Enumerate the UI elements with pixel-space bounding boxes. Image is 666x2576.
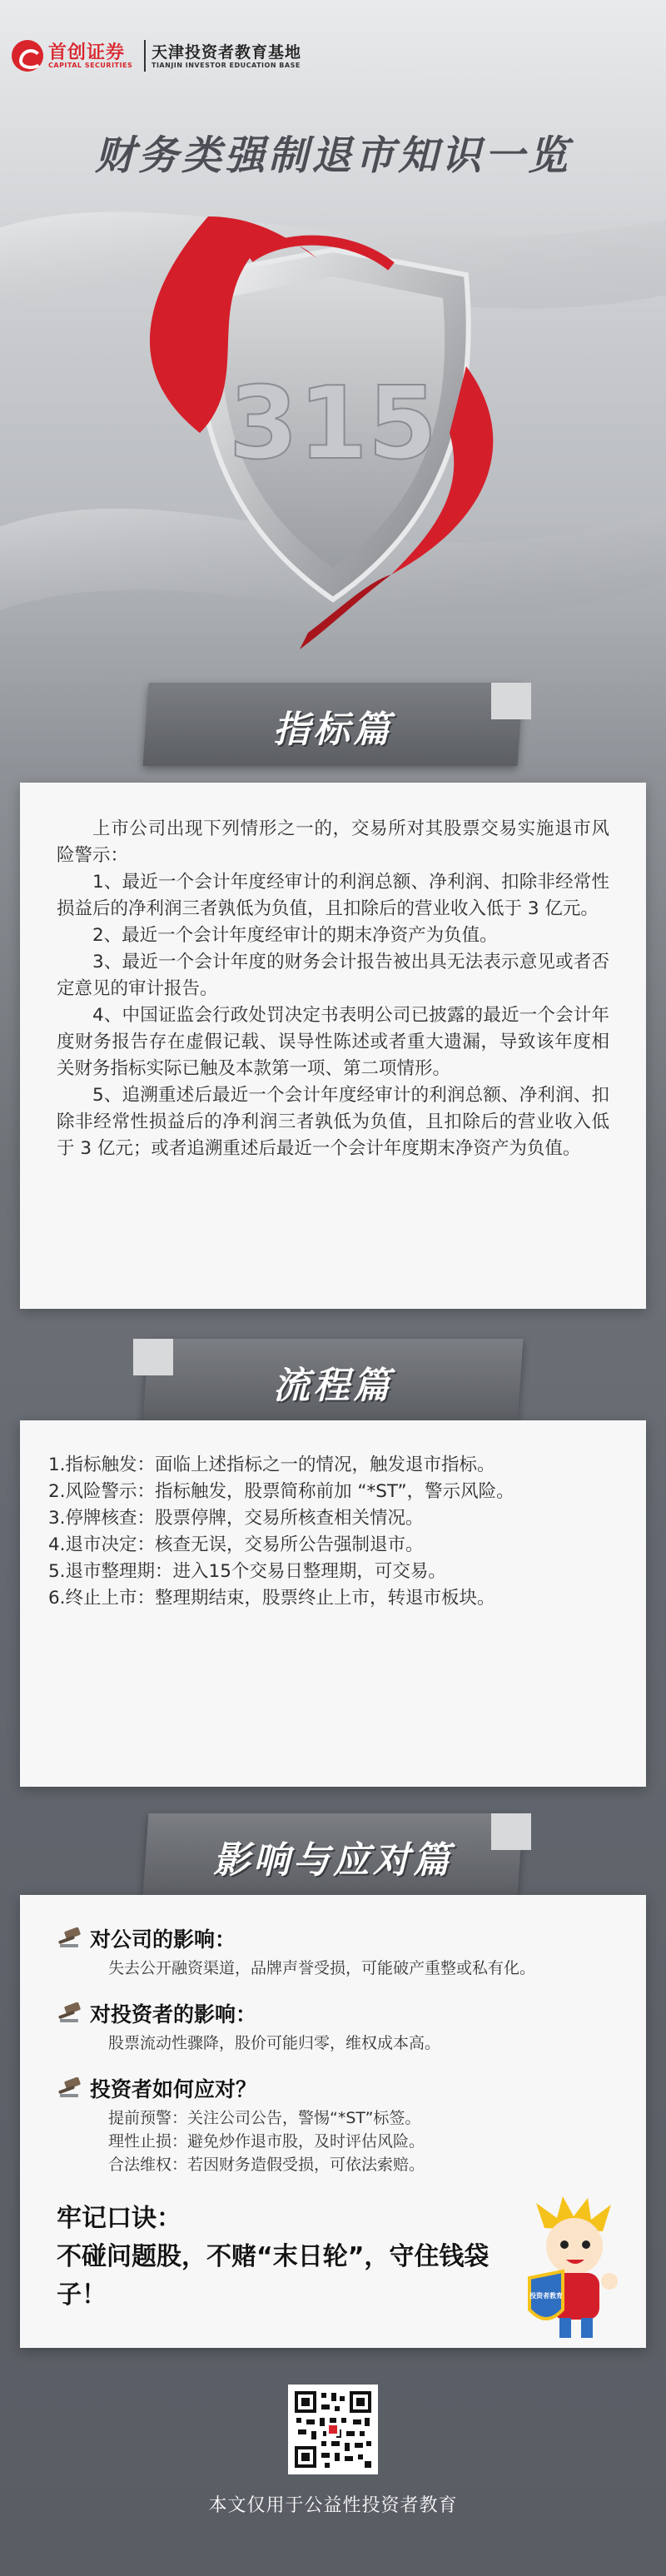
base-name-en: TIANJIN INVESTOR EDUCATION BASE [152, 62, 301, 69]
motto-text: 不碰问题股，不赌“末日轮”，守住钱袋子！ [57, 2242, 490, 2310]
mascot-badge-text: 投资者教育 [529, 2292, 563, 2300]
response-heading [57, 2073, 618, 2103]
section1-item-3: 3、最近一个会计年度的财务会计报告被出具无法表示意见或者否定意见的审计报告。 [57, 952, 609, 999]
capital-securities-logo-icon [12, 40, 43, 72]
gavel-icon [57, 1927, 85, 1949]
flow-step-4: 4.退市决定：核查无误，交易所公告强制退市。 [48, 1534, 424, 1555]
brand-name-cn: 首创证券 [48, 42, 126, 63]
section1-item-1: 1、最近一个会计年度经审计的利润总额、净利润、扣除非经常性损益后的净利润三者孰低为负值，且扣除后的营业收入低于 3 亿元。 [57, 872, 609, 919]
section2-panel [20, 1420, 646, 1787]
section3-title: 影响与应对篇 [213, 1839, 453, 1882]
mascot-icon [511, 2195, 636, 2345]
flow-step-3: 3.停牌核查：股票停牌，交易所核查相关情况。 [48, 1508, 424, 1529]
impact-company-body: 失去公开融资渠道，品牌声誉受损，可能破产重整或私有化。 [108, 1959, 536, 1977]
header [0, 0, 666, 100]
section1-intro: 上市公司出现下列情形之一的，交易所对其股票交易实施退市风险警示： [57, 818, 609, 866]
gavel-icon [57, 2002, 85, 2024]
response-line-3: 合法维权：若因财务造假受损，可依法索赔。 [108, 2156, 425, 2174]
impact-investor-body: 股票流动性骤降，股价可能归零，维权成本高。 [108, 2034, 441, 2052]
shield-icon [0, 183, 666, 683]
base-name-cn: 天津投资者教育基地 [152, 43, 302, 62]
hero-shield-illustration [0, 183, 666, 683]
section1-item-2: 2、最近一个会计年度经审计的期末净资产为负值。 [92, 925, 498, 946]
section1-item-4: 4、中国证监会行政处罚决定书表明公司已披露的最近一个会计年度财务报告存在虚假记载、误导性陈述或者重大遗漏，导致该年度相关财务指标实际已触及本款第一项、第二项情形。 [57, 1005, 609, 1079]
section1-title: 指标篇 [273, 709, 393, 751]
response-heading-text: 投资者如何应对？ [90, 2077, 257, 2101]
impact-company-heading [57, 1923, 618, 1953]
section1-panel [20, 783, 646, 1309]
section2-title: 流程篇 [273, 1365, 393, 1407]
impact-investor-heading-text: 对投资者的影响： [90, 2002, 257, 2026]
response-line-2: 理性止损：避免炒作退市股，及时评估风险。 [108, 2132, 425, 2151]
motto-label: 牢记口诀： [57, 2204, 181, 2233]
footer-disclaimer: 本文仅用于公益性投资者教育 [208, 2495, 458, 2516]
flow-step-1: 1.指标触发：面临上述指标之一的情况，触发退市指标。 [48, 1455, 495, 1475]
qr-code-icon [293, 2390, 373, 2469]
brand-name-en: CAPITAL SECURITIES [48, 62, 133, 69]
gavel-icon [57, 2077, 85, 2099]
qr-code[interactable] [288, 2385, 378, 2474]
impact-company-heading-text: 对公司的影响： [90, 1927, 236, 1952]
section1-item-5: 5、追溯重述后最近一个会计年度经审计的利润总额、净利润、扣除非经常性损益后的净利润三者孰低为负值，且扣除后的营业收入低于 3 亿元；或者追溯重述后最近一个会计年度期末净资产为负值。 [57, 1085, 609, 1159]
section3-panel [20, 1895, 646, 2348]
response-line-1: 提前预警：关注公司公告，警惕“*ST”标签。 [108, 2109, 421, 2127]
logo-divider [144, 40, 146, 72]
flow-step-5: 5.退市整理期：进入15个交易日整理期，可交易。 [48, 1561, 446, 1582]
impact-investor-heading [57, 1998, 618, 2028]
shield-315-text: 315 [228, 366, 438, 482]
flow-step-6: 6.终止上市：整理期结束，股票终止上市，转退市板块。 [48, 1588, 495, 1609]
flow-step-2: 2.风险警示：指标触发，股票简称前加 “*ST”，警示风险。 [48, 1481, 514, 1502]
page-title: 财务类强制退市知识一览 [94, 132, 571, 179]
